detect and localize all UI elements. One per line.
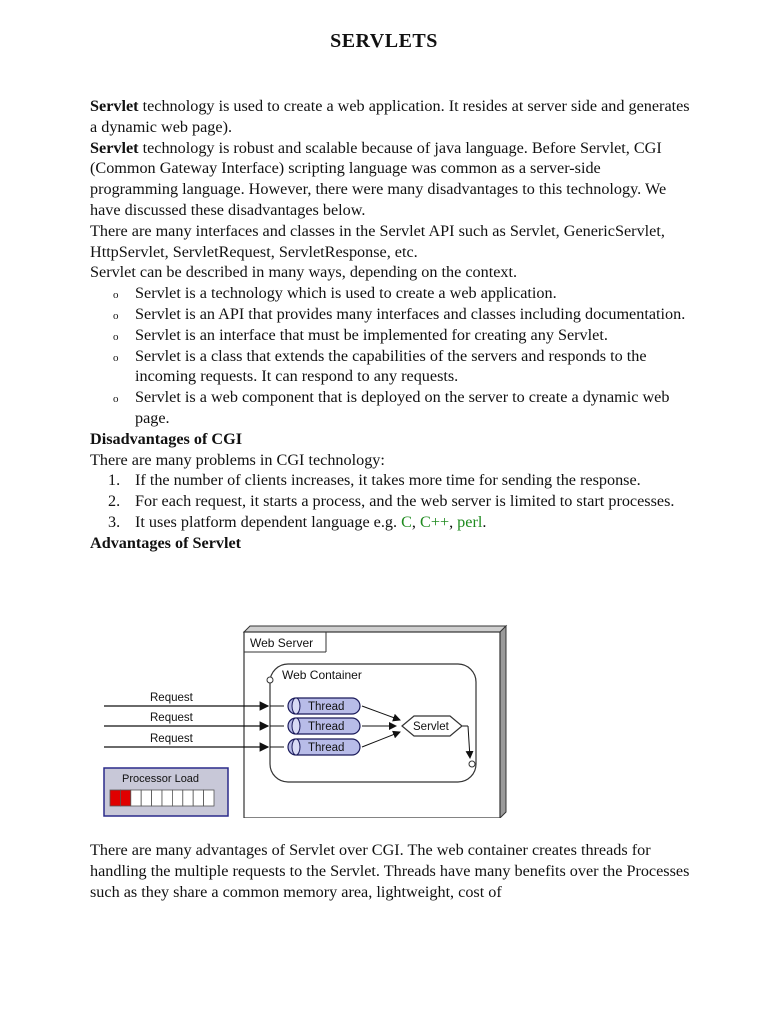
load-cell-empty (162, 790, 172, 806)
link-perl[interactable]: perl (457, 512, 483, 531)
servlet-definition-list (90, 283, 690, 429)
advantages-body (90, 840, 690, 902)
web-server-label: Web Server (250, 636, 314, 650)
web-server-diagram (100, 622, 510, 818)
document-body (90, 96, 690, 554)
request-label: Request (150, 712, 193, 724)
paragraph-robust (90, 138, 690, 221)
list-number: 3. (108, 512, 121, 531)
list-item: o Servlet is a technology which is used to create a web application. (90, 283, 690, 304)
web-container-label: Web Container (282, 668, 362, 682)
list-item: o Servlet is a class that extends the capabilities of the servers and responds to the incoming requests. It can respond to any requests. (90, 346, 690, 388)
load-cell-filled (110, 790, 120, 806)
processor-load-panel (104, 768, 228, 816)
list-item: o Servlet is a web component that is deployed on the server to create a dynamic web page. (90, 387, 690, 429)
thread-capsule (288, 698, 360, 714)
list-text: It uses platform dependent language e.g. (135, 512, 402, 531)
paragraph-problems: There are many problems in CGI technology: (90, 450, 385, 469)
disadvantages-list (90, 470, 690, 532)
paragraph-intro (90, 96, 690, 138)
bold-term: Servlet (90, 138, 139, 157)
list-item (90, 491, 690, 512)
thread-capsule (288, 718, 360, 734)
paragraph-api: There are many interfaces and classes in the Servlet API such as Servlet, GenericServlet, HttpServlet, ServletRequest, ServletResponse, etc. (90, 221, 665, 261)
heading-advantages: Advantages of Servlet (90, 533, 242, 552)
load-cell-empty (172, 790, 182, 806)
load-cell-empty (183, 790, 193, 806)
list-text: If the number of clients increases, it takes more time for sending the response. (135, 471, 641, 490)
request-label: Request (150, 733, 193, 745)
processor-load-meter (110, 790, 214, 806)
bold-term: Servlet (90, 97, 139, 115)
load-cell-empty (193, 790, 203, 806)
link-cpp[interactable]: C++ (420, 512, 450, 531)
load-cell-empty (204, 790, 214, 806)
paragraph-context: Servlet can be described in many ways, depending on the context. (90, 263, 518, 282)
paragraph-text: technology is used to create a web application. It resides at server side and generates a dynamic web page). (90, 97, 690, 136)
list-item: o Servlet is an interface that must be implemented for creating any Servlet. (90, 325, 690, 346)
servlet-node (402, 716, 462, 736)
paragraph-advantages: There are many advantages of Servlet over CGI. The web container creates threads for handling the multiple requests to the Servlet. Threads have many benefits over the Processes such as they share a common memory area, lightweight, cost of (90, 841, 690, 901)
thread-label: Thread (308, 701, 345, 713)
list-text: For each request, it starts a process, and the web server is limited to start processes. (135, 492, 675, 511)
servlet-label: Servlet (413, 721, 449, 733)
suffix: . (482, 512, 487, 531)
separator: , (411, 512, 421, 531)
list-item: o Servlet is an API that provides many interfaces and classes including documentation. (90, 304, 690, 325)
heading-disadvantages: Disadvantages of CGI (90, 429, 242, 448)
separator: , (449, 512, 458, 531)
load-cell-empty (131, 790, 141, 806)
load-cell-filled (120, 790, 130, 806)
list-number: 2. (108, 492, 121, 511)
list-number: 1. (108, 471, 121, 490)
thread-label: Thread (308, 721, 345, 733)
thread-group (288, 698, 360, 755)
thread-label: Thread (308, 742, 345, 754)
processor-load-label: Processor Load (122, 773, 200, 785)
thread-capsule (288, 739, 360, 755)
list-item (90, 470, 690, 491)
paragraph-text: technology is robust and scalable because of java language. Before Servlet, CGI (Common Gateway Interface) scripting language was common as a server-side programming language. However, there were many disadvantages to this technology. We have discussed these disadvantages below. (90, 138, 667, 219)
link-c[interactable]: C (401, 512, 412, 531)
list-item (90, 512, 690, 533)
load-cell-empty (141, 790, 151, 806)
page-title: SERVLETS (330, 30, 438, 52)
load-cell-empty (152, 790, 162, 806)
request-label: Request (150, 692, 193, 704)
